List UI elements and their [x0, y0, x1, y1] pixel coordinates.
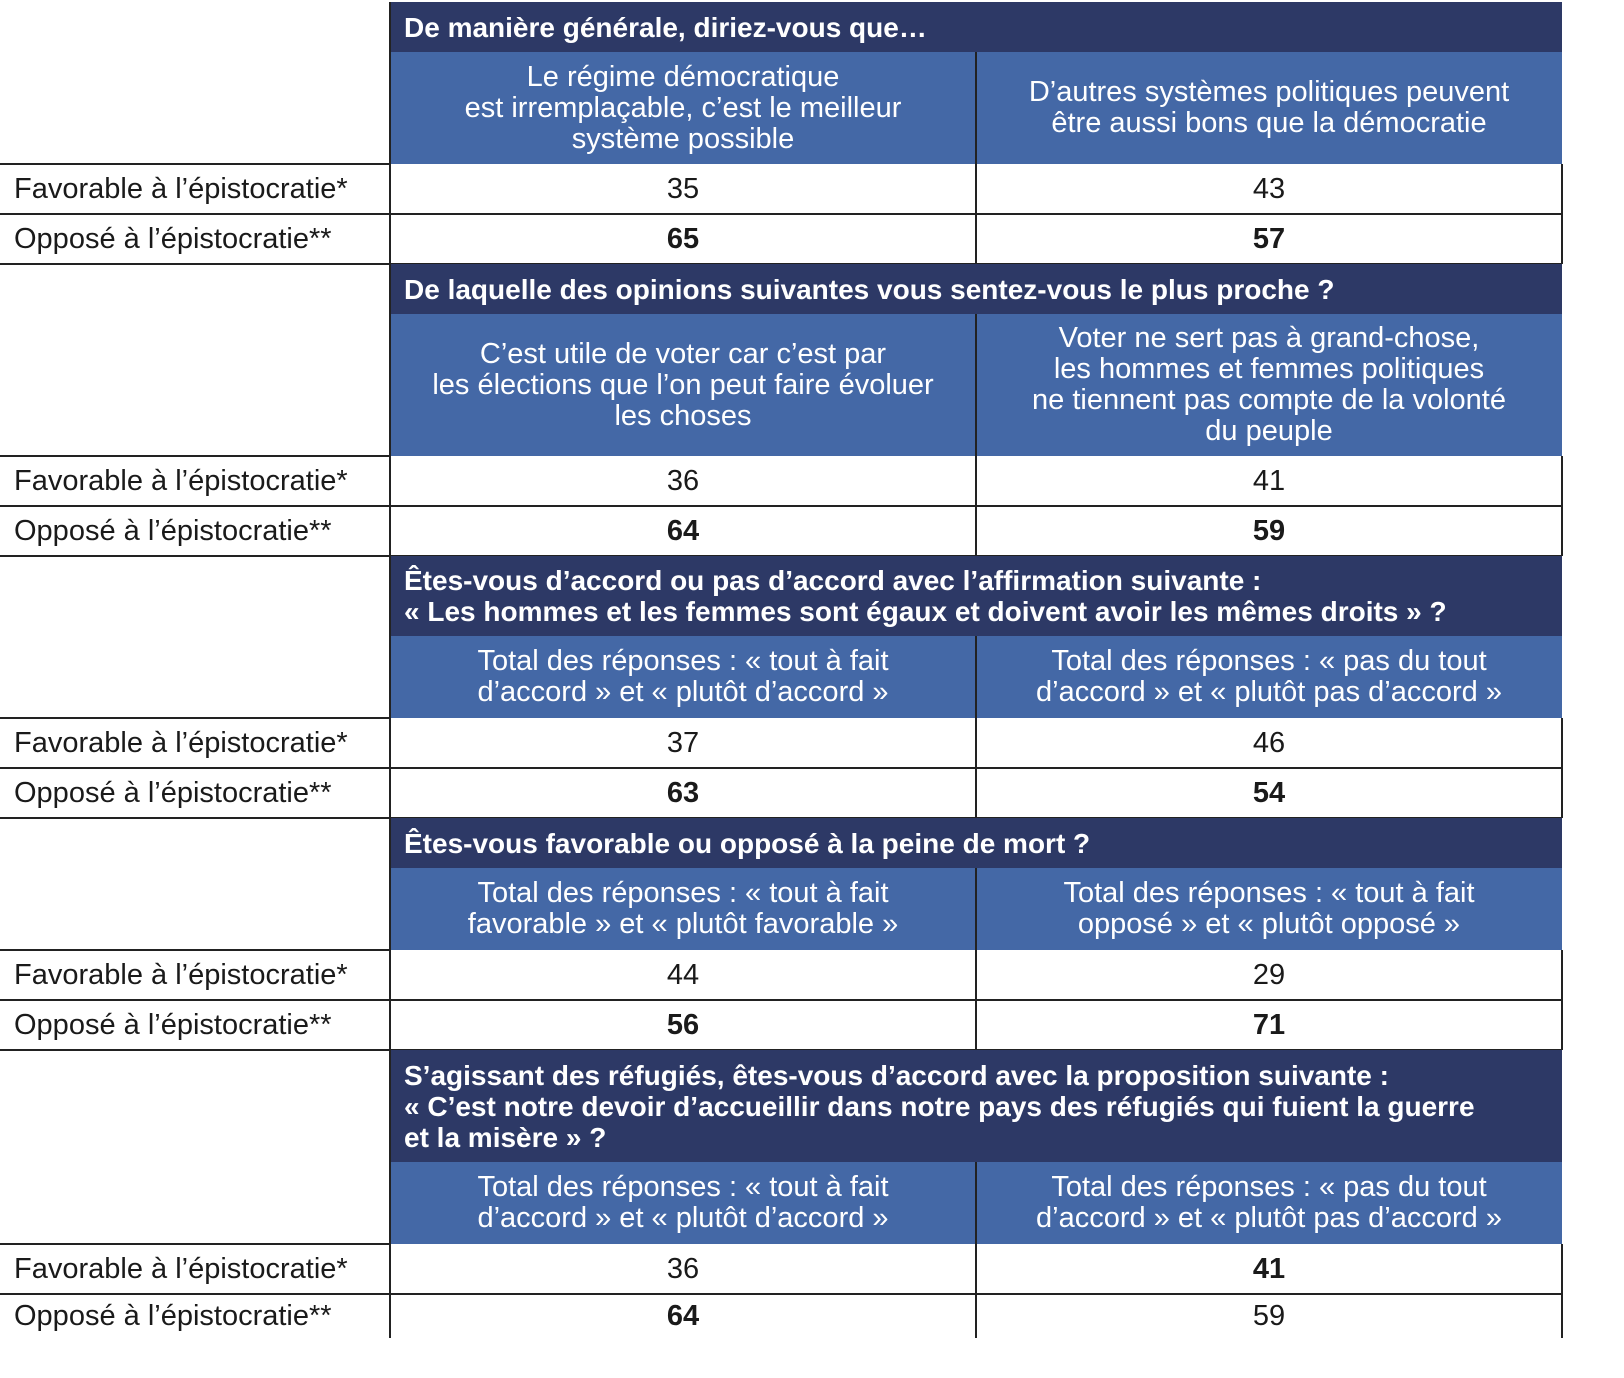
- favorable-row: [0, 164, 1624, 214]
- question-heading: [390, 818, 1562, 868]
- row-label-favorable-text: Favorable à l’épistocratie*: [14, 1252, 348, 1285]
- value-cell: [976, 718, 1562, 768]
- row-label-oppose: [0, 768, 390, 818]
- row-label-favorable-text: Favorable à l’épistocratie*: [14, 958, 348, 991]
- row-label-favorable-text: Favorable à l’épistocratie*: [14, 726, 348, 759]
- column-header-row: [0, 1162, 1624, 1244]
- value-cell-text: 43: [1252, 172, 1286, 205]
- column-header-row: [0, 52, 1624, 164]
- grid-vline: [389, 1050, 391, 1338]
- question-heading-text: De manière générale, diriez-vous que…: [404, 11, 927, 43]
- value-cell: [390, 718, 976, 768]
- value-cell: [976, 164, 1562, 214]
- column-header-row: [0, 314, 1624, 456]
- value-cell-text: 59: [1252, 514, 1286, 547]
- oppose-row: [0, 1000, 1624, 1050]
- oppose-row: [0, 1294, 1624, 1338]
- grid-vline: [975, 52, 977, 164]
- question-row: [0, 264, 1624, 314]
- question-heading-text: De laquelle des opinions suivantes vous sentez-vous le plus proche ?: [404, 273, 1335, 305]
- grid-vline: [389, 556, 391, 818]
- value-cell-text: 37: [666, 726, 700, 759]
- column-header-text: D’autres systèmes politiques peuvent être aussi bons que la démocratie: [1028, 76, 1510, 139]
- value-cell: [976, 1294, 1562, 1338]
- column-header-row: [0, 636, 1624, 718]
- grid-vline: [389, 264, 391, 556]
- grid-vline: [975, 636, 977, 718]
- value-cell: [976, 1244, 1562, 1294]
- question-heading: [390, 264, 1562, 314]
- value-cell: [390, 164, 976, 214]
- question-row: [0, 1050, 1624, 1162]
- value-cell-text: 64: [666, 1299, 700, 1332]
- question-row: [0, 2, 1624, 52]
- column-header: [390, 1162, 976, 1244]
- column-header: [390, 314, 976, 456]
- column-header: [976, 868, 1562, 950]
- value-cell-text: 41: [1252, 464, 1286, 497]
- row-label-favorable-text: Favorable à l’épistocratie*: [14, 464, 348, 497]
- value-cell-text: 44: [666, 958, 700, 991]
- value-cell-text: 59: [1252, 1299, 1286, 1332]
- value-cell: [390, 1000, 976, 1050]
- value-cell-text: 63: [666, 776, 700, 809]
- row-label-favorable-text: Favorable à l’épistocratie*: [14, 172, 348, 205]
- grid-vline: [975, 1162, 977, 1244]
- column-header-text: Total des réponses : « tout à fait favorable » et « plutôt favorable »: [467, 877, 899, 940]
- value-cell-text: 29: [1252, 958, 1286, 991]
- grid-vline: [1561, 718, 1563, 818]
- value-cell-text: 57: [1252, 222, 1286, 255]
- column-header: [390, 52, 976, 164]
- row-label-oppose: [0, 506, 390, 556]
- row-label-oppose-text: Opposé à l’épistocratie**: [14, 514, 332, 547]
- grid-vline: [1561, 1244, 1563, 1338]
- column-header-text: Total des réponses : « pas du tout d’accord » et « plutôt pas d’accord »: [1036, 1171, 1502, 1234]
- value-cell: [976, 768, 1562, 818]
- column-header-text: C’est utile de voter car c’est par les élections que l’on peut faire évoluer les choses: [432, 337, 934, 432]
- row-label-oppose: [0, 1294, 390, 1338]
- row-label-oppose-text: Opposé à l’épistocratie**: [14, 1008, 332, 1041]
- favorable-row: [0, 456, 1624, 506]
- favorable-row: [0, 1244, 1624, 1294]
- value-cell-text: 65: [666, 222, 700, 255]
- row-label-favorable: [0, 1244, 390, 1294]
- row-label-oppose-text: Opposé à l’épistocratie**: [14, 222, 332, 255]
- value-cell-text: 36: [666, 1252, 700, 1285]
- column-header-text: Total des réponses : « tout à fait d’accord » et « plutôt d’accord »: [477, 645, 889, 708]
- column-header: [976, 636, 1562, 718]
- column-header: [976, 1162, 1562, 1244]
- row-label-oppose: [0, 214, 390, 264]
- column-header-text: Total des réponses : « tout à fait opposé » et « plutôt opposé »: [1063, 877, 1475, 940]
- question-heading-text: S’agissant des réfugiés, êtes-vous d’accord avec la proposition suivante : « C’est notre devoir d’accueillir dans notre pays des réfugiés qui fuient la guerre et la misère » ?: [404, 1059, 1475, 1153]
- column-header-text: Total des réponses : « tout à fait d’accord » et « plutôt d’accord »: [477, 1171, 889, 1234]
- column-header-row: [0, 868, 1624, 950]
- row-label-oppose: [0, 1000, 390, 1050]
- oppose-row: [0, 214, 1624, 264]
- question-heading: [390, 2, 1562, 52]
- question-heading-text: Êtes-vous d’accord ou pas d’accord avec l’affirmation suivante : « Les hommes et les femmes sont égaux et doivent avoir les mêmes droits » ?: [404, 565, 1447, 627]
- value-cell: [976, 456, 1562, 506]
- value-cell-text: 36: [666, 464, 700, 497]
- grid-vline: [975, 314, 977, 456]
- value-cell: [390, 950, 976, 1000]
- grid-vline: [975, 164, 977, 264]
- grid-vline: [389, 2, 391, 264]
- grid-vline: [1561, 456, 1563, 556]
- value-cell-text: 71: [1252, 1008, 1286, 1041]
- grid-vline: [975, 456, 977, 556]
- grid-vline: [1561, 950, 1563, 1050]
- oppose-row: [0, 768, 1624, 818]
- row-label-favorable: [0, 950, 390, 1000]
- grid-vline: [975, 718, 977, 818]
- grid-vline: [389, 818, 391, 1050]
- value-cell-text: 41: [1252, 1252, 1286, 1285]
- oppose-row: [0, 506, 1624, 556]
- column-header: [390, 636, 976, 718]
- value-cell: [976, 950, 1562, 1000]
- row-label-favorable: [0, 456, 390, 506]
- column-header-text: Total des réponses : « pas du tout d’accord » et « plutôt pas d’accord »: [1036, 645, 1502, 708]
- value-cell: [390, 214, 976, 264]
- row-label-oppose-text: Opposé à l’épistocratie**: [14, 776, 332, 809]
- column-header-text: Voter ne sert pas à grand-chose, les hommes et femmes politiques ne tiennent pas compte de la volonté du peuple: [1032, 322, 1506, 447]
- grid-vline: [975, 950, 977, 1050]
- value-cell: [390, 456, 976, 506]
- grid-vline: [975, 868, 977, 950]
- column-header: [976, 52, 1562, 164]
- grid-vline: [975, 1244, 977, 1338]
- value-cell: [390, 1244, 976, 1294]
- value-cell: [976, 214, 1562, 264]
- value-cell-text: 54: [1252, 776, 1286, 809]
- question-heading: [390, 556, 1562, 636]
- value-cell: [390, 506, 976, 556]
- value-cell-text: 64: [666, 514, 700, 547]
- value-cell: [390, 1294, 976, 1338]
- value-cell-text: 46: [1252, 726, 1286, 759]
- value-cell: [976, 1000, 1562, 1050]
- favorable-row: [0, 950, 1624, 1000]
- question-heading: [390, 1050, 1562, 1162]
- value-cell-text: 35: [666, 172, 700, 205]
- question-heading-text: Êtes-vous favorable ou opposé à la peine de mort ?: [404, 827, 1091, 859]
- grid-vline: [1561, 164, 1563, 264]
- row-label-oppose-text: Opposé à l’épistocratie**: [14, 1299, 332, 1332]
- column-header: [390, 868, 976, 950]
- value-cell-text: 56: [666, 1008, 700, 1041]
- question-row: [0, 556, 1624, 636]
- value-cell: [390, 768, 976, 818]
- value-cell: [976, 506, 1562, 556]
- row-label-favorable: [0, 164, 390, 214]
- row-label-favorable: [0, 718, 390, 768]
- question-row: [0, 818, 1624, 868]
- favorable-row: [0, 718, 1624, 768]
- column-header-text: Le régime démocratique est irremplaçable, c’est le meilleur système possible: [464, 60, 902, 155]
- column-header: [976, 314, 1562, 456]
